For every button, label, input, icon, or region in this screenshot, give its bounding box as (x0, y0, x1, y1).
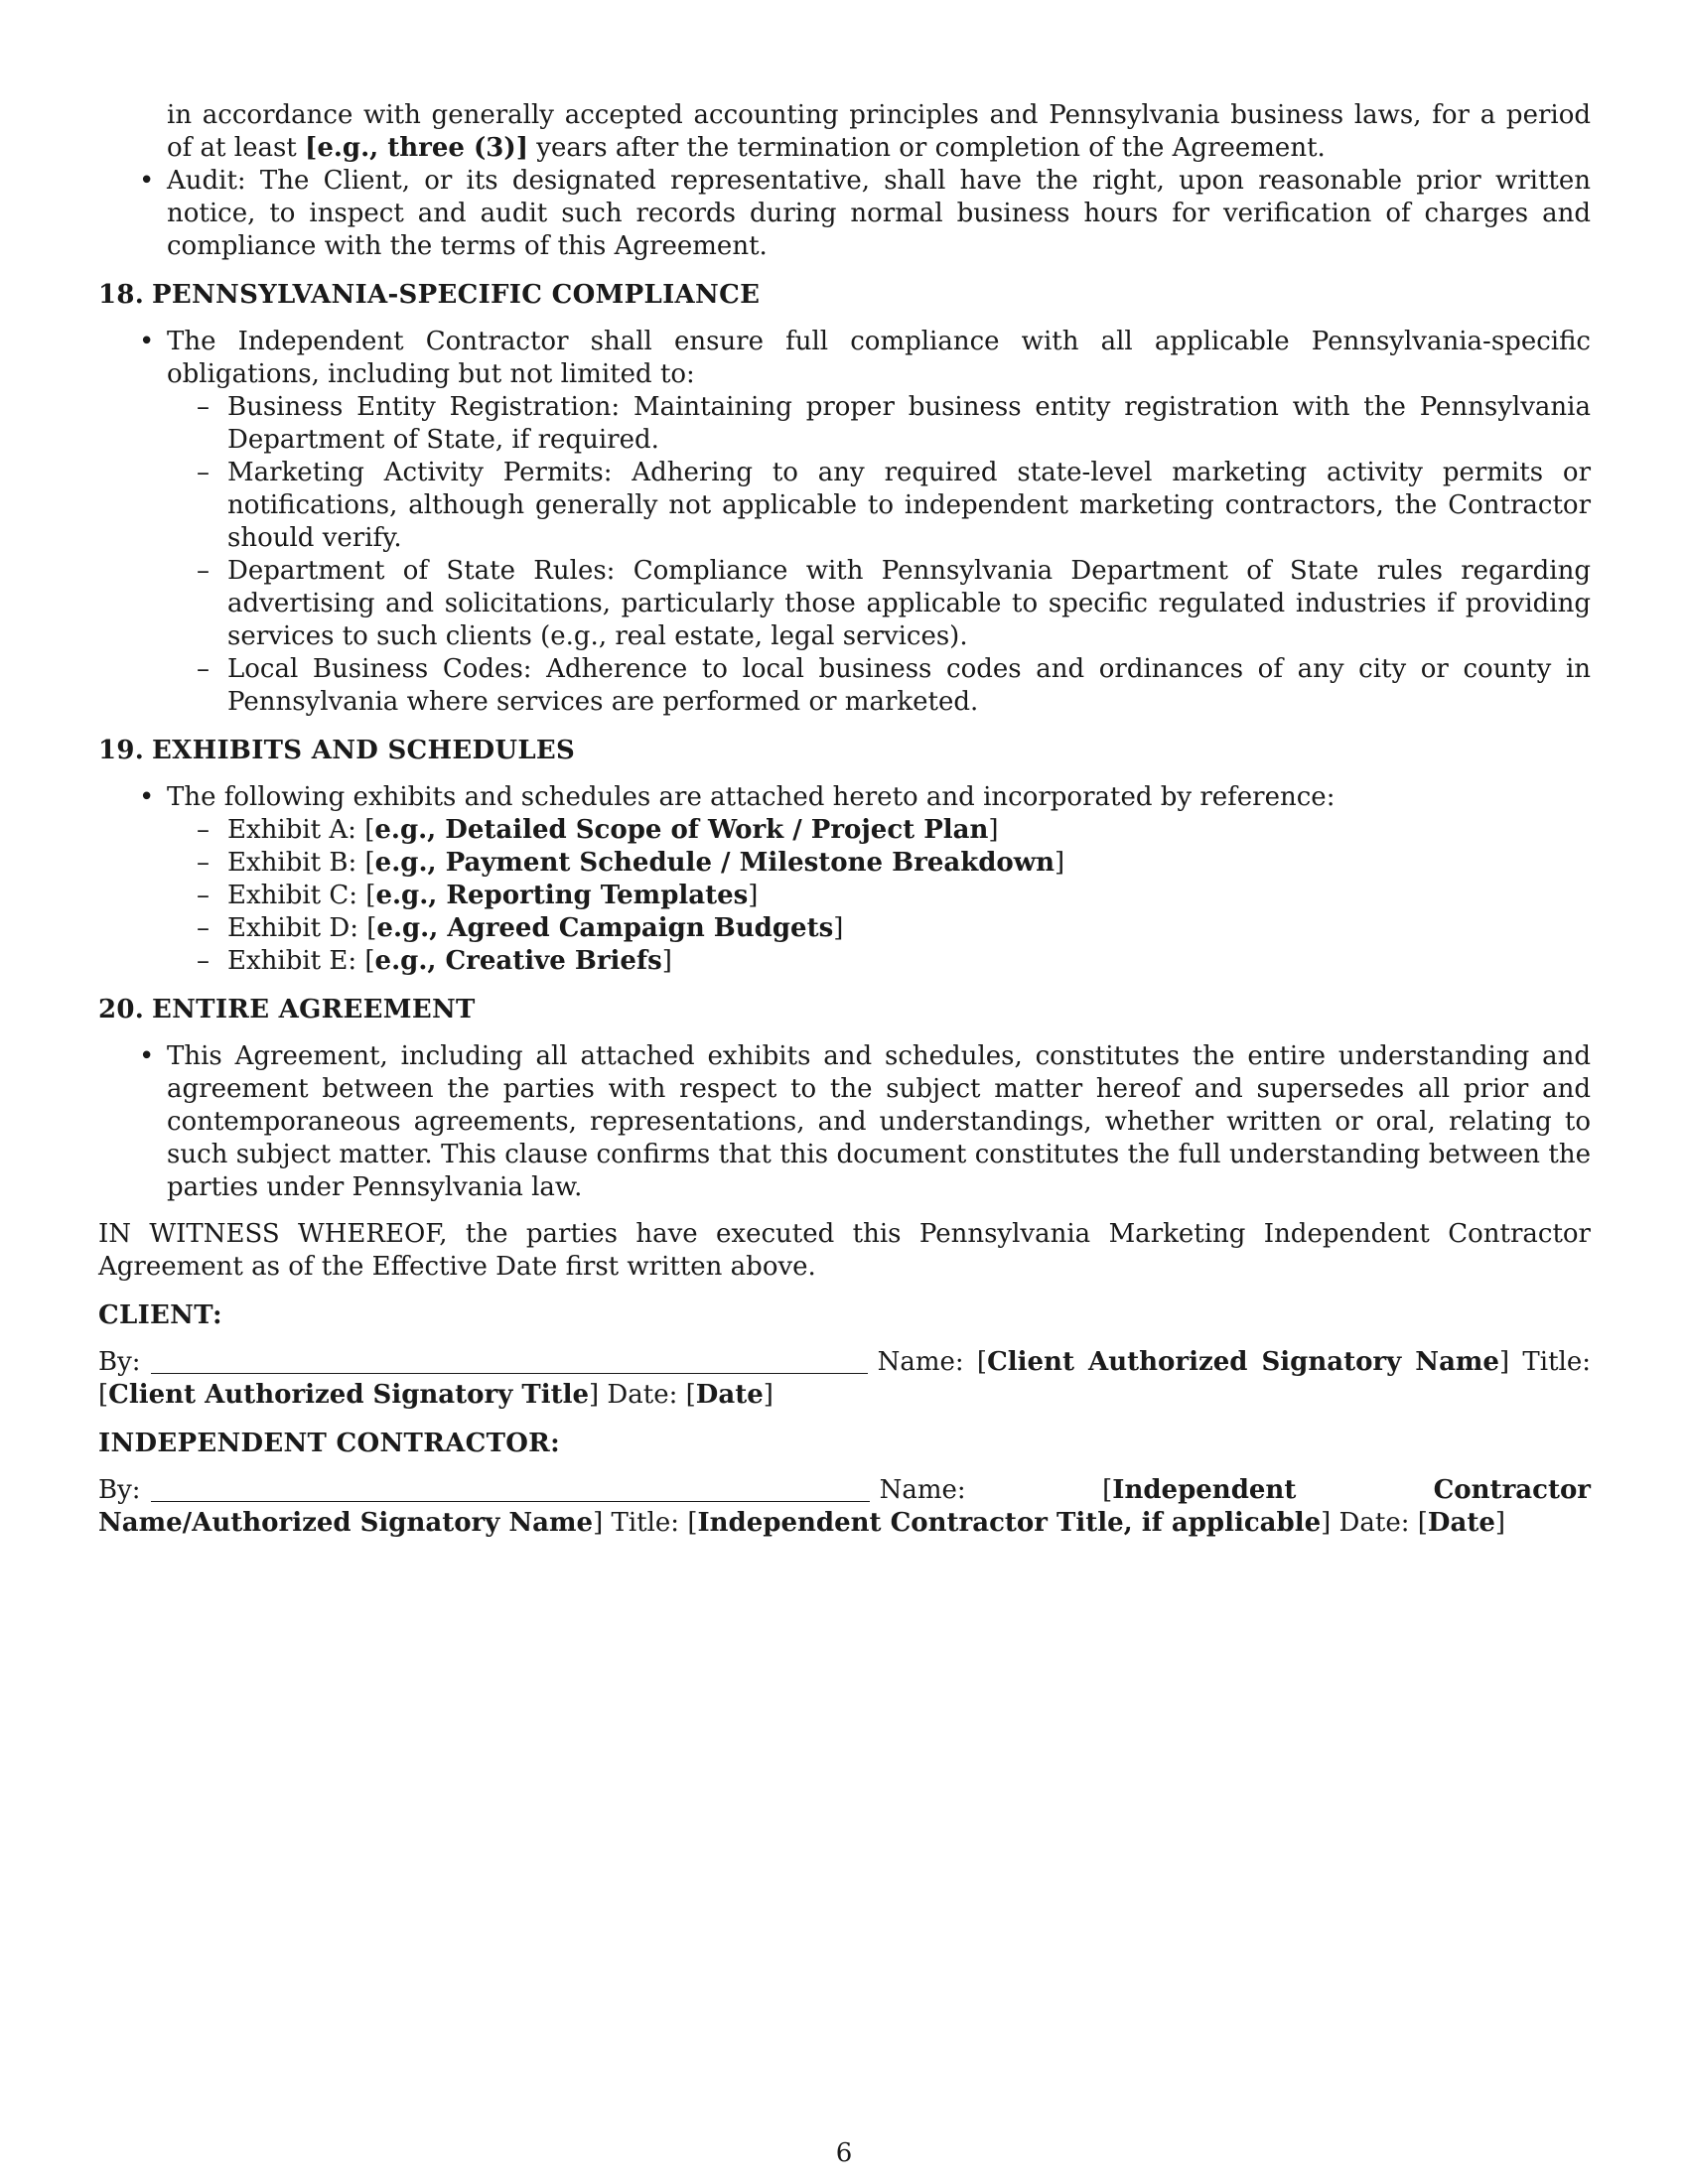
contractor-signature-line[interactable] (151, 1477, 870, 1502)
bracket: ] (833, 913, 844, 943)
exhibit-label: Exhibit B: (227, 848, 365, 878)
client-date-label: Date: (599, 1380, 686, 1410)
section-19-title: EXHIBITS AND SCHEDULES (152, 736, 576, 765)
audit-list (98, 165, 1591, 263)
page-number: 6 (835, 2138, 853, 2168)
section-19-list (98, 781, 1591, 978)
client-title-label: Title: (1509, 1347, 1591, 1377)
exhibit-value: e.g., Detailed Scope of Work / Project Plan (374, 815, 989, 845)
section-18-heading (98, 279, 1591, 312)
list-item: – Department of State Rules: Compliance with Pennsylvania Department of State rules regarding advertising and solicitations, particularly those applicable to specific regulated industries if providing services to such clients (e.g., real estate, legal services). (227, 555, 1591, 653)
exhibit-label: Exhibit E: (227, 946, 365, 976)
bracket: ] (988, 815, 999, 845)
bracket: ] (1055, 848, 1065, 878)
list-item: – Local Business Codes: Adherence to local business codes and ordinances of any city or county in Pennsylvania where services are performed or marketed. (227, 653, 1591, 719)
contractor-heading: INDEPENDENT CONTRACTOR: (98, 1429, 560, 1458)
contractor-signature-block: By: Name: [Independent Contractor Name/Authorized Signatory Name] Title: [Independent Contractor Title, if applicable] Date: [Date] (98, 1475, 1591, 1538)
records-continuation (98, 99, 1591, 165)
contractor-title-value: Independent Contractor Title, if applicable (697, 1508, 1322, 1538)
audit-item: • Audit: The Client, or its designated representative, shall have the right, upon reasonable prior written notice, to inspect and audit such records during normal business hours for verification of charges and compliance with the terms of this Agreement. (167, 165, 1591, 263)
section-18-number: 18. (98, 280, 145, 310)
client-by-label: By: (98, 1347, 141, 1377)
contractor-title-label: Title: (603, 1508, 688, 1538)
bracket: [ (365, 881, 376, 910)
client-title-value: Client Authorized Signatory Title (108, 1380, 589, 1410)
section-20-title: ENTIRE AGREEMENT (152, 995, 476, 1024)
section-19-intro-text: The following exhibits and schedules are attached hereto and incorporated by reference: (167, 782, 1336, 812)
section-18-sublist (167, 391, 1591, 719)
bracket: [ (364, 815, 375, 845)
exhibit-value: e.g., Agreed Campaign Budgets (376, 913, 834, 943)
client-signature-block: By: Name: [Client Authorized Signatory Name] Title: [Client Authorized Signatory Title] Date: [Date] (98, 1347, 1591, 1410)
section-19-heading (98, 735, 1591, 767)
exhibit-item (227, 814, 1591, 847)
exhibit-value: e.g., Reporting Templates (375, 881, 749, 910)
records-tail: years after the termination or completion of the Agreement. (528, 133, 1326, 163)
contractor-date-value: Date (1427, 1508, 1495, 1538)
exhibit-item (227, 847, 1591, 880)
section-18-intro-text: The Independent Contractor shall ensure full compliance with all applicable Pennsylvania-specific obligations, including but not limited to: (167, 327, 1591, 389)
retention-placeholder: [e.g., three (3)] (305, 133, 528, 163)
witness-statement: IN WITNESS WHEREOF, the parties have executed this Pennsylvania Marketing Independent Contractor Agreement as of the Effective Date first written above. (98, 1219, 1591, 1282)
client-signature-line[interactable] (151, 1349, 868, 1374)
section-19-number: 19. (98, 736, 145, 765)
exhibit-value: e.g., Creative Briefs (374, 946, 662, 976)
client-heading: CLIENT: (98, 1300, 222, 1330)
list-item: – Marketing Activity Permits: Adhering to any required state-level marketing activity permits or notifications, although generally not applicable to independent marketing contractors, the Contractor should verify. (227, 457, 1591, 555)
bracket: [ (364, 946, 375, 976)
section-20-list (98, 1040, 1591, 1204)
section-20-number: 20. (98, 995, 145, 1024)
section-20-item: • This Agreement, including all attached exhibits and schedules, constitutes the entire understanding and agreement between the parties with respect to the subject matter hereof and supersedes all prior and contemporaneous agreements, representations, and understandings, whether written or oral, relating to such subject matter. This clause confirms that this document constitutes the full understanding between the parties under Pennsylvania law. (167, 1040, 1591, 1204)
exhibit-item (227, 880, 1591, 912)
client-name-label: Name: (877, 1347, 977, 1377)
section-20-heading (98, 994, 1591, 1026)
exhibit-value: e.g., Payment Schedule / Milestone Breakdown (374, 848, 1055, 878)
bracket: [ (366, 913, 377, 943)
section-18-title: PENNSYLVANIA-SPECIFIC COMPLIANCE (152, 280, 761, 310)
section-18-intro (167, 326, 1591, 719)
bracket: ] (748, 881, 759, 910)
records-text: in accordance with generally accepted accounting principles and Pennsylvania business laws, for a period of at least (167, 100, 1591, 163)
contractor-by-label: By: (98, 1475, 141, 1505)
contractor-date-label: Date: (1331, 1508, 1418, 1538)
exhibit-label: Exhibit A: (227, 815, 365, 845)
client-name-value: Client Authorized Signatory Name (987, 1347, 1499, 1377)
contractor-name-value: Independent Contractor Name/Authorized Signatory Name (98, 1475, 1591, 1538)
bracket: ] (661, 946, 672, 976)
exhibit-item (227, 912, 1591, 945)
bracket: [ (364, 848, 375, 878)
exhibit-list (167, 814, 1591, 978)
section-18-list (98, 326, 1591, 719)
section-19-intro (167, 781, 1591, 978)
exhibit-label: Exhibit C: (227, 881, 366, 910)
exhibit-label: Exhibit D: (227, 913, 367, 943)
exhibit-item (227, 945, 1591, 978)
contractor-name-label: Name: (879, 1475, 1103, 1505)
list-item: – Business Entity Registration: Maintaining proper business entity registration with the Pennsylvania Department of State, if required. (227, 391, 1591, 457)
document-page (98, 99, 1591, 1540)
client-date-value: Date (695, 1380, 764, 1410)
